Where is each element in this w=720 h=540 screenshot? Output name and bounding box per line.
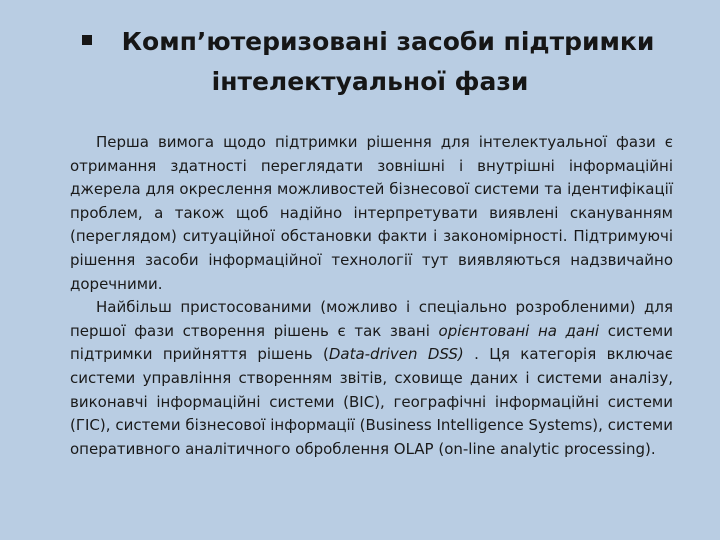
slide-body (70, 131, 673, 461)
paragraph-2-italic-2: Data-driven DSS) (328, 345, 464, 364)
paragraph-2-text-3: . Ця категорія включає системи управління створенням звітів, сховище даних і системи аналізу, виконавчі інформаційні системи (ВІС), географічні інформаційні системи (ГІС), системи бізнесової інформації (Business Intelligence Systems), системи оперативного аналітичного оброблення OLAP (on-line analytic processing). (70, 345, 673, 458)
slide-title (70, 22, 670, 102)
title-line-1: Комп’ютеризовані засоби підтримки (121, 27, 655, 56)
title-line-2: інтелектуальної фази (211, 67, 529, 96)
square-bullet-icon (82, 35, 92, 45)
paragraph-2-italic-1: орієнтовані на дані (438, 321, 600, 340)
paragraph-2-text-2: системи підтримки прийняття рішень ( (70, 321, 673, 364)
paragraph-2 (70, 296, 673, 461)
paragraph-1: Перша вимога щодо підтримки рішення для інтелектуальної фази є отримання здатності переглядати зовнішні і внутрішні інформаційні джерела для окреслення можливостей бізнесової системи та ідентифікації проблем, а також щоб надійно інтерпретувати виявлені скануванням (переглядом) ситуаційної обстановки факти і закономірності. Підтримуючі рішення засоби інформаційної технології тут виявляються надзвичайно доречними. (70, 133, 673, 293)
paragraph-2-text-1: Найбільш пристосованими (можливо і спеціально розробленими) для першої фази створення рішень є так звані (70, 298, 673, 340)
